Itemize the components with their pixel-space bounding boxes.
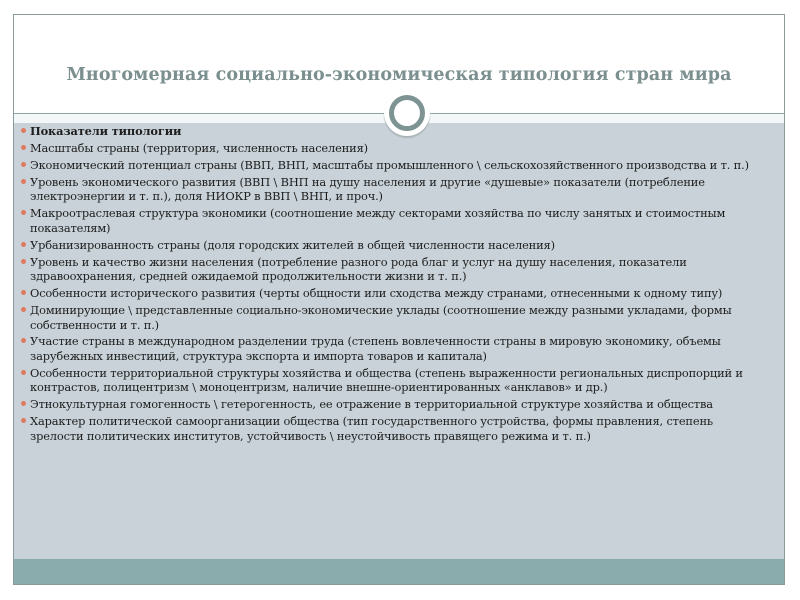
list-item: Особенности исторического развития (черты общности или сходства между странами, отнесенными к одному типу) xyxy=(21,286,756,301)
bullet-icon xyxy=(21,242,26,247)
list-item: Уровень и качество жизни населения (потребление разного рода благ и услуг на душу населения, показатели здравоохранения, средней ожидаемой продолжительности жизни и т. п.) xyxy=(21,255,756,284)
bullet-list xyxy=(21,124,756,446)
list-item: Экономический потенциал страны (ВВП, ВНП, масштабы промышленного \ сельскохозяйственного производства и т. п.) xyxy=(21,158,756,173)
list-item: Характер политической самоорганизации общества (тип государственного устройства, формы правления, степень зрелости политических институтов, устойчивость \ неустойчивость правящего режима и т. п.) xyxy=(21,414,756,443)
list-item: Этнокультурная гомогенность \ гетерогенность, ее отражение в территориальной структуре хозяйства и общества xyxy=(21,397,756,412)
list-item: Урбанизированность страны (доля городских жителей в общей численности населения) xyxy=(21,238,756,253)
bullet-icon xyxy=(21,259,26,264)
bullet-icon xyxy=(21,307,26,312)
list-item: Масштабы страны (территория, численность населения) xyxy=(21,141,756,156)
bullet-icon xyxy=(21,338,26,343)
list-item: Доминирующие \ представленные социально-экономические уклады (соотношение между разными укладами, формы собственности и т. п.) xyxy=(21,303,756,332)
list-item: Особенности территориальной структуры хозяйства и общества (степень выраженности региональных диспропорций и контрастов, полицентризм \ моноцентризм, наличие внешне-ориентированных «анклавов» и др.) xyxy=(21,366,756,395)
slide-title: Многомерная социально-экономическая типология стран мира xyxy=(66,65,732,85)
bullet-icon xyxy=(21,370,26,375)
bullet-icon xyxy=(21,162,26,167)
bullet-icon xyxy=(21,179,26,184)
bullet-icon xyxy=(21,418,26,423)
bullet-icon xyxy=(21,145,26,150)
footer-bar xyxy=(14,559,784,584)
bullet-icon xyxy=(21,128,26,133)
bullet-icon xyxy=(21,210,26,215)
list-item: Участие страны в международном разделении труда (степень вовлеченности страны в мировую экономику, объемы зарубежных инвестиций, структура экспорта и импорта товаров и капитала) xyxy=(21,334,756,363)
list-item-heading: Показатели типологии xyxy=(21,124,756,139)
list-item: Макроотраслевая структура экономики (соотношение между секторами хозяйства по числу занятых и стоимостным показателям) xyxy=(21,206,756,235)
list-item: Уровень экономического развития (ВВП \ ВНП на душу населения и другие «душевые» показатели (потребление электроэнергии и т. п.), доля НИОКР в ВВП \ ВНП, и проч.) xyxy=(21,175,756,204)
bullet-icon xyxy=(21,290,26,295)
bullet-icon xyxy=(21,401,26,406)
